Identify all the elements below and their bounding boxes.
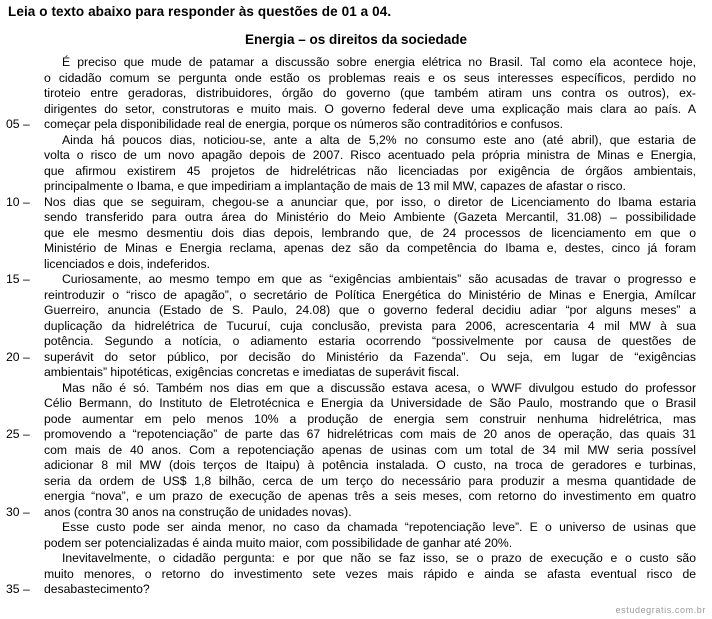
text-line — [0, 86, 712, 102]
watermark: estudegratis.com.br — [615, 605, 706, 615]
line-text: Esse custo pode ser ainda menor, no caso da chamada “repotenciação leve”. E o universo de usinas que — [62, 520, 696, 534]
line-text: É preciso que mude de patamar a discussão sobre energia elétrica no Brasil. Tal como ela acontece hoje, — [62, 55, 696, 69]
text-line — [0, 303, 712, 319]
line-number: 20 – — [6, 349, 30, 364]
text-line — [0, 412, 712, 428]
line-text: seria da ordem de US$ 1,8 bilhão, cerca de um terço do necessário para produzir a mesma quantidade de — [44, 473, 696, 488]
line-number: 05 – — [6, 117, 30, 131]
line-text: superávit do setor público, por decisão do Ministério da Fazenda”. Ou seja, em lugar de “exigências — [44, 349, 696, 364]
text-line — [0, 536, 712, 552]
text-line — [0, 257, 712, 273]
line-text: que afirmou existirem 45 projetos de hidrelétricas não licenciadas por exigência de órgãos ambientais, — [44, 163, 696, 178]
line-text: Célio Bermann, do Instituto de Eletrotécnica e Energia da Universidade de São Paulo, mostrando que o Brasil — [44, 396, 696, 410]
text-line — [0, 272, 712, 288]
line-text: potência. Segundo a notícia, o adiamento estaria ocorrendo “possivelmente por causa de questões de — [44, 334, 696, 348]
line-text: com mais de 40 anos. Com a repotenciação apenas de usinas com um total de 34 mil MW seria possível — [44, 442, 696, 457]
line-text: pode aumentar em pelo menos 10% a produção de energia sem construir nenhuma hidrelétrica, mas — [44, 411, 696, 426]
line-number: 15 – — [6, 272, 30, 286]
text-line — [0, 505, 712, 521]
line-text: Mas não é só. Também nos dias em que a discussão estava acesa, o WWF divulgou estudo do professor — [62, 380, 696, 395]
line-text: podem ser potencializadas é ainda muito maior, com possibilidade de ganhar até 20%. — [44, 535, 513, 550]
text-line — [0, 567, 712, 583]
text-line — [0, 55, 712, 71]
text-line — [0, 210, 712, 226]
line-text: Ainda há poucos dias, noticiou-se, ante a alta de 5,2% no consumo este ano (até abril), que estaria de — [62, 132, 696, 147]
line-text: Guerreiro, anuncia (Estado de S. Paulo, 24.08) que o governo federal decidiu adiar “por alguns meses” a — [44, 303, 696, 317]
text-line — [0, 551, 712, 567]
line-number: 35 – — [6, 582, 30, 596]
text-line — [0, 365, 712, 381]
text-line — [0, 164, 712, 180]
line-text: principalmente o Ibama, e que impediriam a implantação de mais de 13 mil MW, capazes de afastar o risco. — [44, 179, 626, 193]
text-line — [0, 179, 712, 195]
text-line — [0, 226, 712, 242]
text-line — [0, 195, 712, 211]
line-text: muito menores, o retorno do investimento sete vezes mais rápido e ainda se afasta eventual risco de — [44, 566, 696, 581]
line-text: adicionar 8 mil MW (dois terços de Itaipu) à potência instalada. O custo, na troca de geradores e turbinas, — [44, 458, 696, 472]
line-text: que ele mesmo desmentiu dois dias depois, lembrando que, de 24 processos de licenciamento em que o — [44, 225, 696, 240]
line-text: dirigentes do setor, construtoras e muito mais. O governo federal deve uma explicação mais clara ao país. A — [44, 101, 696, 116]
line-text: sendo transferido para outra área do Ministério do Meio Ambiente (Gazeta Mercantil, 31.08) – possibilidade — [44, 210, 696, 224]
text-line — [0, 133, 712, 149]
line-text: volta o risco de um novo apagão depois de 2007. Risco acentuado pela própria ministra de Minas e Energia, — [44, 148, 696, 162]
line-text: Inevitavelmente, o cidadão pergunta: e por que não se faz isso, se o prazo de execução e o custo são — [62, 551, 696, 565]
text-line — [0, 241, 712, 257]
line-text: o cidadão comum se pergunta onde estão os problemas reais e os seus interesses específicos, perdido no — [44, 70, 696, 85]
line-number: 10 – — [6, 194, 30, 209]
line-text: licenciados e dois, indeferidos. — [44, 256, 210, 271]
line-number: 25 – — [6, 427, 30, 441]
text-line — [0, 381, 712, 397]
line-text: tiroteio entre geradoras, distribuidores, órgão do governo (que também atiram uns contra os outros), ex- — [44, 86, 696, 100]
line-text: Ministério de Minas e Energia reclama, apenas dez são da competência do Ibama e, destes, cinco já foram — [44, 241, 696, 255]
line-text: duplicação da hidrelétrica de Tucuruí, cuja conclusão, prevista para 2006, acrescentaria 4 mil MW à sua — [44, 318, 696, 333]
line-text: começar pela disponibilidade real de energia, porque os números são contraditórios e confusos. — [44, 117, 563, 131]
text-line — [0, 334, 712, 350]
text-line — [0, 71, 712, 87]
text-line — [0, 102, 712, 118]
text-line — [0, 458, 712, 474]
text-line — [0, 396, 712, 412]
line-text: desabastecimento? — [44, 582, 150, 596]
line-text: energia “nova”, e um prazo de execução de apenas três a seis meses, com retorno do investimento em quatro — [44, 489, 696, 503]
text-line — [0, 148, 712, 164]
text-line — [0, 443, 712, 459]
text-line — [0, 117, 712, 133]
text-line — [0, 288, 712, 304]
text-line — [0, 474, 712, 490]
text-body — [0, 55, 712, 598]
line-text: Nos dias que se seguiram, chegou-se a anunciar que, por isso, o diretor de Licenciamento do Ibama estaria — [44, 194, 696, 209]
text-line — [0, 319, 712, 335]
line-number: 30 – — [6, 504, 30, 519]
text-title: Energia – os direitos da sociedade — [244, 32, 468, 47]
line-text: promovendo a “repotenciação” de parte das 67 hidrelétricas com mais de 20 anos de operação, das quais 31 — [44, 427, 696, 441]
text-line — [0, 427, 712, 443]
text-line — [0, 489, 712, 505]
line-text: Curiosamente, ao mesmo tempo em que as “exigências ambientais” são acusadas de travar o progresso e — [62, 272, 696, 286]
text-line — [0, 582, 712, 598]
line-text: ambientais” hipotéticas, exigências concretas e imediatas de superávit fiscal. — [44, 365, 460, 379]
text-line — [0, 520, 712, 536]
text-line — [0, 350, 712, 366]
instructions-heading: Leia o texto abaixo para responder às questões de 01 a 04. — [8, 4, 392, 19]
line-text: reintroduzir o “risco de apagão”, o secretário de Política Energética do Ministério de Minas e Energia, Amílcar — [44, 287, 696, 302]
line-text: anos (contra 30 anos na construção de unidades novas). — [44, 504, 352, 519]
